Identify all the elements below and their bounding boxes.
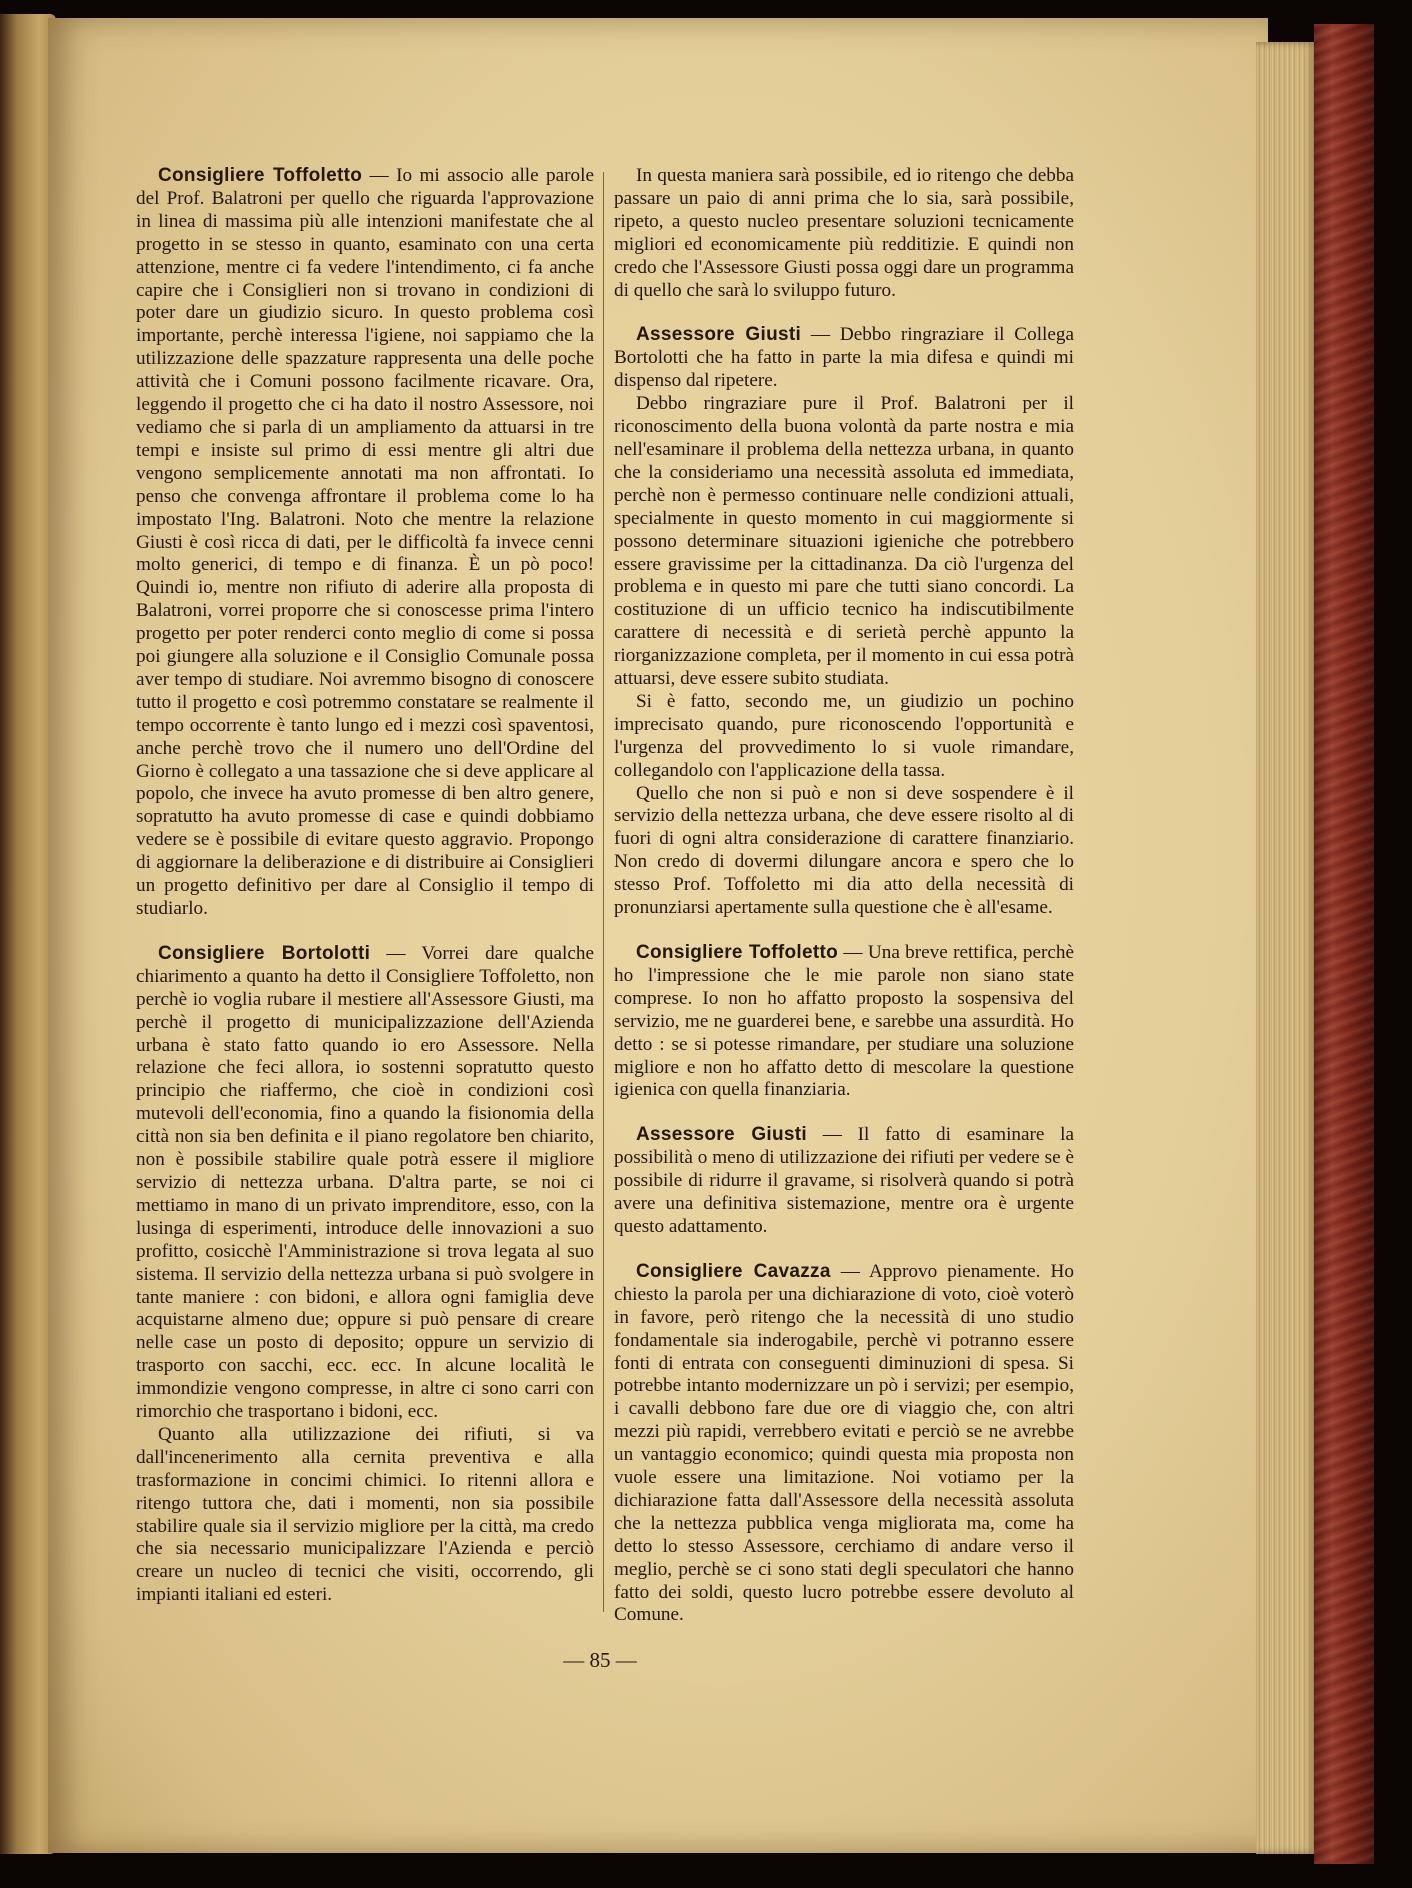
paragraph: [614, 691, 1074, 783]
page-stack-edge: [1256, 42, 1316, 1854]
paragraph: [614, 324, 1074, 393]
speech-text: Debbo ringraziare pure il Prof. Balatroni per il riconoscimento della buona volontà da parte nostra e mia nell'esaminare il problema della nettezza urbana, in quanto che la consideriamo una necessità assoluta ed immediata, perchè non è permesso continuare nelle condizioni attuali, specialmente in questo momento in cui maggiormente si possono determinare situazioni igieniche che potrebbero essere gravissime per la cittadinanza. Da ciò l'urgenza del problema e in questo mi pare che tutti siano concordi. La costituzione di un ufficio tecnico ha indiscutibilmente carattere di necessità e di serietà perchè appunto la riorganizzazione completa, per il momento in cui essa potrà attuarsi, deve essere subito studiata.: [614, 393, 1074, 690]
paragraph: [614, 1124, 1074, 1239]
paragraph: [614, 942, 1074, 1102]
speech-text: — Approvo pienamente. Ho chiesto la parola per una dichiarazione di voto, cioè voterò in favore, però ritengo che la necessità di uno studio fondamentale sia inderogabile, perchè vi potranno essere fonti di entrata con conseguenti diminuzioni di spesa. Si potrebbe intanto modernizzare un pò i servizi; per esempio, i cavalli debbono fare due ore di viaggio che, con altri mezzi più rapidi, verrebbero evitati e perciò se ne avrebbe un vantaggio economico; quindi questa mia proposta non vuole essere una limitazione. Noi votiamo per la dichiarazione fatta dall'Assessore della necessità assoluta che la nettezza pubblica venga migliorata ma, come ha detto lo stesso Assessore, cerchiamo di andare verso il meglio, perchè se ci sono stati degli speculatori che hanno fatto dei soldi, questo lucro potrebbe essere devoluto al Comune.: [614, 1260, 1074, 1626]
paragraph-gap: [614, 302, 1074, 324]
speaker-name: Assessore Giusti: [636, 1124, 807, 1146]
paragraph: [136, 165, 594, 921]
speaker-name: Assessore Giusti: [636, 324, 802, 346]
paragraph: [614, 1261, 1074, 1628]
book-binding: [1314, 24, 1374, 1864]
paragraph-gap: [136, 921, 594, 943]
column-divider: [603, 172, 604, 1612]
speech-text: — Debbo ringraziare il Collega Bortolotti che ha fatto in parte la mia difesa e quindi mi dispenso dal ripetere.: [614, 324, 1074, 392]
paragraph-gap: [614, 1239, 1074, 1261]
paragraph: [136, 943, 594, 1424]
speech-text: Si è fatto, secondo me, un giudizio un pochino imprecisato quando, pure riconoscendo l'opportunità e l'urgenza del provvedimento lo si vuole rimandare, collegandolo con l'applicazione della tassa.: [614, 690, 1074, 781]
speaker-name: Consigliere Toffoletto: [636, 942, 839, 963]
left-column: [136, 165, 594, 1607]
speech-text: — Io mi associo alle parole del Prof. Balatroni per quello che riguarda l'approvazione in linea di massima più alle intenzioni manifestate che al progetto in se stesso in quanto, esaminato con una certa attenzione, mentre ci fa vedere l'intendimento, ci fa anche capire che i Consiglieri non si trovano in condizioni di poter dare un giudizio sicuro. In questo problema così importante, perchè interessa l'igiene, noi sappiamo che la utilizzazione delle spazzature rappresenta una delle poche attività che i Comuni possono facilmente ricavare. Ora, leggendo il progetto che ci ha dato il nostro Assessore, noi vediamo che si parla di un ampliamento da attuarsi in tre tempi e insiste sul primo di essi mentre gli altri due vengono semplicemente annotati ma non affrontati. Io penso che convenga affrontare il problema come lo ha impostato l'Ing. Balatroni. Noto che mentre la relazione Giusti è così ricca di dati, per le difficoltà fa invece cenni molto generici, di tempo e di finanza. È un pò poco! Quindi io, mentre non rifiuto di aderire alla proposta di Balatroni, vorrei proporre che si conoscesse prima l'intero progetto per poter renderci conto meglio di come si possa poi giungere alla soluzione e il Consiglio Comunale possa aver tempo di studiare. Noi avremmo bisogno di conoscere tutto il progetto e così potremmo constatare se realmente il tempo occorrente è tanto lungo ed i mezzi così spaventosi, anche perchè trovo che il numero uno dell'Ordine del Giorno è collegato a una tassazione che si deve applicare al popolo, che invece ha avuto promesse di ben altro genere, sopratutto ha avuto promesse di case e quindi dobbiamo vedere se è possibile di evitare questo aggravio. Propongo di aggiornare la deliberazione e di distribuire ai Consiglieri un progetto definitivo per dare al Consiglio il tempo di studiarlo.: [136, 165, 594, 919]
paragraph-gap: [614, 920, 1074, 942]
paragraph-gap: [614, 1102, 1074, 1124]
speaker-name: Consigliere Bortolotti: [158, 942, 371, 964]
speech-text: — Vorrei dare qualche chiarimento a quanto ha detto il Consigliere Toffoletto, non perchè io voglia rubare il mestiere all'Assessore Giusti, ma perchè il progetto di municipalizzazione dell'Azienda urbana è stato fatto quando io ero Assessore. Nella relazione che feci allora, io sostenni sopratutto questo principio che riaffermo, che cioè in condizioni così mutevoli dell'economia, fino a quando la fisionomia della città non sia ben definita e il piano regolatore ben chiarito, non è possibile stabilire quale potrà essere il migliore servizio di nettezza urbana. D'altra parte, se noi ci mettiamo in mano di un privato imprenditore, esso, con la lusinga di esperimenti, introduce delle innovazioni a suo profitto, cosicchè l'Amministrazione si trova legata al suo sistema. Il servizio della nettezza urbana si può svolgere in tante maniere : con bidoni, e allora ogni famiglia deve acquistarne almeno due; oppure si può pensare di creare nelle case un posto di deposito; oppure un servizio di trasporto con sacchi, ecc. ecc. In alcune località le immondizie vengono compresse, in altre ci sono carri con rimorchio che trasportano i bidoni, ecc.: [136, 942, 594, 1423]
speech-text: — Il fatto di esaminare la possibilità o meno di utilizzazione dei rifiuti per vedere se è possibile di ridurre il gravame, si risolverà quando si potrà avere una definitiva sistemazione, mentre ora è urgente questo adattamento.: [614, 1124, 1074, 1237]
speech-text: In questa maniera sarà possibile, ed io ritengo che debba passare un paio di anni prima che lo sia, sarà possibile, ripeto, a questo nucleo presentare soluzioni tecnicamente migliori ed economicamente più redditizie. E quindi non credo che l'Assessore Giusti possa oggi dare un programma di quello che sarà lo sviluppo futuro.: [614, 165, 1074, 301]
speech-text: Quello che non si può e non si deve sospendere è il servizio della nettezza urbana, che deve essere risolto al di fuori di ogni altra considerazione di carattere finanziario. Non credo di dovermi dilungare ancora e spero che lo stesso Prof. Toffoletto mi dia atto della necessità di pronunziarsi apertamente sulla questione che è all'esame.: [614, 782, 1074, 919]
paragraph: [614, 165, 1074, 302]
paragraph: [614, 783, 1074, 920]
page-number: — 85 —: [563, 1648, 637, 1672]
paragraph: [136, 1424, 594, 1607]
speaker-name: Consigliere Toffoletto: [158, 165, 363, 186]
speech-text: Quanto alla utilizzazione dei rifiuti, si va dall'incenerimento alla cernita preventiva e alla trasformazione in concimi chimici. Io ritenni allora e ritengo tuttora che, dati i momenti, non sia possibile stabilire quale sia il servizio migliore per la città, ma credo che sia necessario municipalizzare l'Azienda e perciò creare un nucleo di tecnici che visiti, occorrendo, gli impianti italiani ed esteri.: [136, 1423, 594, 1606]
paragraph: [614, 393, 1074, 691]
right-column: [614, 165, 1074, 1627]
speaker-name: Consigliere Cavazza: [636, 1260, 831, 1282]
speech-text: — Una breve rettifica, perchè ho l'impressione che le mie parole non siano state comprese. Io non ho affatto proposto la sospensiva del servizio, me ne guarderei bene, e sarebbe una assurdità. Ho detto : se si potesse rimandare, per studiare una soluzione migliore e non ho affatto detto di mescolare la questione igienica con quella finanziaria.: [614, 942, 1074, 1101]
